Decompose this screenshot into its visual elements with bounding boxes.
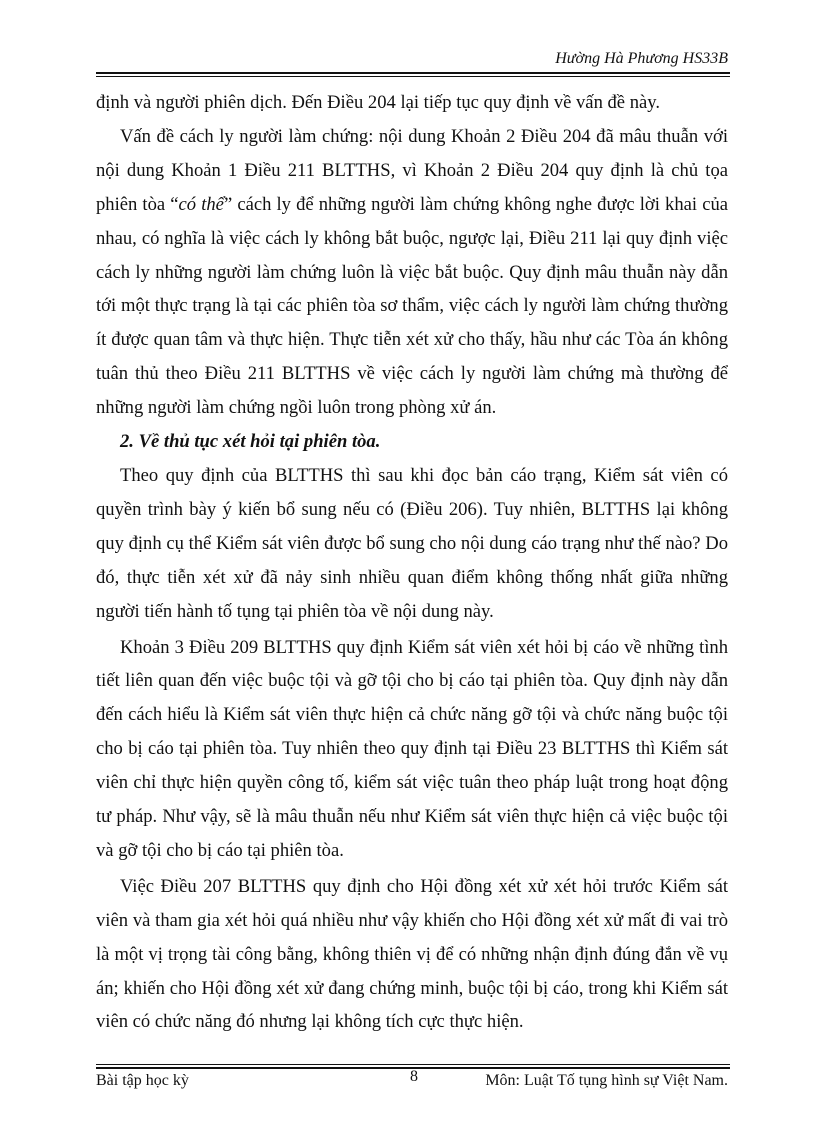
emphasis-text: có thể [178,193,224,215]
page-number: 8 [410,1068,418,1085]
paragraph: Theo quy định của BLTTHS thì sau khi đọc bản cáo trạng, Kiểm sát viên có quyền trình bày ý kiến bổ sung nếu có (Điều 206). Tuy nhiên, BLTTHS lại không quy định cụ thể Kiểm sát viên được bổ sung cho nội dung cáo trạng như thế nào? Do đó, thực tiễn xét xử đã nảy sinh nhiều quan điểm không thống nhất giữa những người tiến hành tố tụng tại phiên tòa về nội dung này. [96,464,728,622]
header-rule-thin [96,76,730,77]
header-author: Hường Hà Phương HS33B [555,50,728,67]
footer-course-label: Bài tập học kỳ [96,1072,189,1089]
paragraph: Khoản 3 Điều 209 BLTTHS quy định Kiểm sát viên xét hỏi bị cáo về những tình tiết liên quan đến việc buộc tội và gỡ tội cho bị cáo tại phiên tòa. Quy định này dẫn đến cách hiểu là Kiểm sát viên thực hiện cả chức năng gỡ tội và chức năng buộc tội cho bị cáo tại phiên tòa. Tuy nhiên theo quy định tại Điều 23 BLTTHS thì Kiểm sát viên chỉ thực hiện quyền công tố, kiểm sát việc tuân theo pháp luật trong hoạt động tư pháp. Như vậy, sẽ là mâu thuẫn nếu như Kiểm sát viên thực hiện cả việc buộc tội và gỡ tội cho bị cáo tại phiên tòa. [96,636,728,861]
header-rule-thick [96,72,730,74]
page-header [96,44,730,74]
document-body [96,86,728,1039]
section-heading: 2. Về thủ tục xét hỏi tại phiên tòa. [120,431,381,453]
footer-rule-thin [96,1064,730,1065]
paragraph: Vấn đề cách ly người làm chứng: nội dung Khoản 2 Điều 204 đã mâu thuẫn với nội dung Khoản 1 Điều 211 BLTTHS, vì Khoản 2 Điều 204 quy định là chủ tọa phiên tòa “có thể” cách ly để những người làm chứng không nghe được lời khai của nhau, có nghĩa là việc cách ly không bắt buộc, ngược lại, Điều 211 lại quy định việc cách ly những người làm chứng luôn là việc bắt buộc. Quy định mâu thuẫn này dẫn tới một thực trạng là tại các phiên tòa sơ thẩm, việc cách ly người làm chứng thường ít được quan tâm và thực hiện. Thực tiễn xét xử cho thấy, hầu như các Tòa án không tuân thủ theo Điều 211 BLTTHS về việc cách ly người làm chứng mà thường để những người làm chứng ngồi luôn trong phòng xử án. [96,125,729,419]
footer-subject: Môn: Luật Tố tụng hình sự Việt Nam. [485,1072,728,1089]
paragraph: định và người phiên dịch. Đến Điều 204 lại tiếp tục quy định về vấn đề này. [96,92,660,113]
paragraph: Việc Điều 207 BLTTHS quy định cho Hội đồng xét xử xét hỏi trước Kiểm sát viên và tham gia xét hỏi quá nhiều như vậy khiến cho Hội đồng xét xử mất đi vai trò là một vị trọng tài công bằng, không thiên vị để có những nhận định đúng đắn về vụ án; khiến cho Hội đồng xét xử đang chứng minh, buộc tội bị cáo, trong khi Kiểm sát viên có chức năng đó nhưng lại không tích cực thực hiện. [96,875,728,1033]
